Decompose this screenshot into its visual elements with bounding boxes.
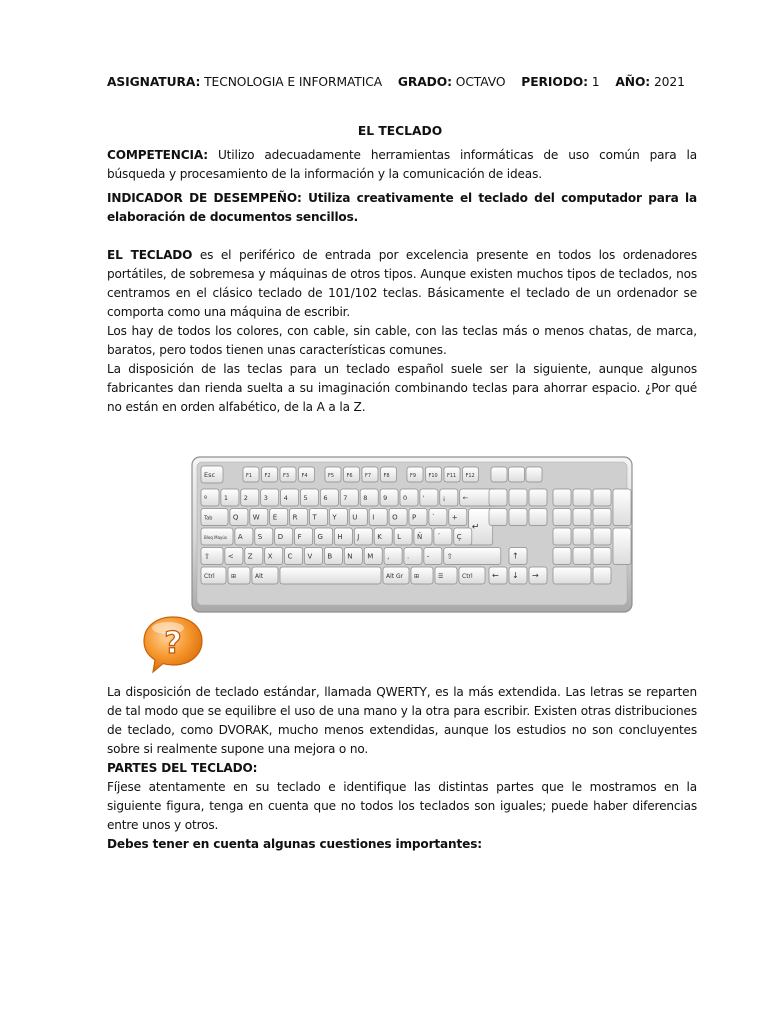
key-row3-11	[434, 528, 452, 545]
svg-text:↓: ↓	[512, 571, 519, 580]
svg-text:K: K	[377, 533, 382, 541]
key-row4-0	[201, 548, 223, 565]
svg-text:P: P	[412, 513, 417, 522]
intro-paragraph-2: Los hay de todos los colores, con cable, sin cable, con las teclas más o menos chatas, de marca, baratos, pero todos tienen unas características comunes.	[107, 324, 697, 357]
key-row2-1	[230, 509, 248, 526]
key-row2-11	[429, 509, 447, 526]
key-nav-0-2	[529, 489, 547, 506]
periodo-value: 1	[591, 75, 600, 89]
key-row4-7	[344, 548, 362, 565]
intro-paragraph-3: La disposición de las teclas para un teclado español suele ser la siguiente, aunque algunos fabricantes dan rienda suelta a su imaginación combinando teclas para ahorrar espacio. ¿Por qué no están en orden alfabético, de la A a la Z.	[107, 362, 697, 414]
key-row2-0	[201, 509, 228, 526]
key-row3-6	[334, 528, 352, 545]
key-arrow-up	[509, 548, 527, 565]
key-row2-5	[310, 509, 328, 526]
competencia-text: Utilizo adecuadamente herramientas informáticas de uso común para la búsqueda y procesamiento de la información y la comunicación de ideas.	[107, 148, 697, 181]
svg-text:U: U	[352, 513, 358, 522]
svg-text:T: T	[312, 513, 317, 522]
key-row4-12	[444, 548, 501, 565]
key-f2	[262, 467, 278, 482]
partes-title: PARTES DEL TECLADO:	[107, 761, 258, 775]
svg-text:º: º	[204, 494, 208, 502]
key-f6	[344, 467, 360, 482]
svg-text:-: -	[426, 552, 430, 561]
keyboard-illustration	[191, 456, 633, 613]
svg-text:Esc: Esc	[204, 471, 216, 479]
svg-text:E: E	[272, 513, 278, 522]
key-arrow-left	[489, 567, 507, 584]
svg-text:I: I	[372, 513, 375, 522]
question-mark-glyph: ?	[164, 626, 182, 661]
svg-text:8: 8	[363, 494, 368, 502]
key-arrow-right	[529, 567, 547, 584]
svg-text:B: B	[327, 552, 333, 561]
svg-text:Tab: Tab	[204, 515, 213, 522]
anio-value: 2021	[653, 75, 685, 89]
key-numpad-2-1	[573, 528, 591, 545]
svg-text:N: N	[347, 552, 353, 561]
partes-paragraph: Fíjese atentamente en su teclado e identifique las distintas partes que le mostramos en la siguiente figura, tenga en cuenta que no todos los teclados son iguales; puede haber diferencias entre unos y otros.	[107, 780, 697, 832]
svg-text:<: <	[227, 552, 234, 561]
key-numpad-1-2	[593, 509, 611, 526]
key-numpad-3-1	[573, 548, 591, 565]
grado-label: GRADO:	[397, 75, 452, 89]
key-row5-0	[201, 567, 226, 584]
svg-text:¡: ¡	[442, 494, 446, 502]
key-row3-10	[414, 528, 432, 545]
key-arrow-down	[509, 567, 527, 584]
question-bubble-icon	[141, 614, 205, 676]
key-row3-0	[201, 528, 233, 545]
svg-text:F1: F1	[246, 473, 253, 479]
svg-text:Ctrl: Ctrl	[204, 573, 215, 580]
key-row1-9	[380, 489, 398, 506]
key-numpad-3-2	[593, 548, 611, 565]
svg-text:F6: F6	[346, 473, 353, 479]
qwerty-paragraph: La disposición de teclado estándar, llamada QWERTY, es la más extendida. Las letras se reparten de tal modo que se equilibre el uso de una mano y la otra para escribir. Existen otras distribuciones de teclado, como DVORAK, mucho menos extendidas, aunque los estudios no son concluyentes sobre si realmente supone una mejora o no.	[107, 685, 697, 756]
svg-text:6: 6	[323, 494, 328, 502]
cuestiones-line: Debes tener en cuenta algunas cuestiones importantes:	[107, 837, 482, 851]
key-numpad-0-1	[573, 489, 591, 506]
svg-text:9: 9	[383, 494, 388, 502]
svg-text:0: 0	[403, 494, 408, 502]
key-row2-2	[250, 509, 268, 526]
svg-text:←: ←	[462, 494, 469, 502]
svg-text:→: →	[532, 571, 539, 580]
key-row4-8	[364, 548, 382, 565]
key-row1-0	[201, 489, 219, 506]
key-row2-12	[449, 509, 467, 526]
svg-text:F: F	[297, 533, 302, 541]
key-numpad-4-2	[593, 567, 611, 584]
key-numpad-1-1	[573, 509, 591, 526]
svg-text:F10: F10	[428, 473, 438, 479]
competencia-paragraph	[107, 146, 697, 184]
key-system-2	[509, 467, 525, 482]
svg-text:L: L	[397, 533, 402, 541]
asignatura-label: ASIGNATURA:	[107, 75, 201, 89]
key-row3-1	[235, 528, 253, 545]
key-f7	[362, 467, 378, 482]
key-row3-5	[315, 528, 333, 545]
svg-text:Ç: Ç	[456, 533, 462, 541]
key-row5-6	[435, 567, 457, 584]
document-title: EL TECLADO	[357, 124, 443, 138]
svg-text:F5: F5	[328, 473, 335, 479]
asignatura-value: TECNOLOGIA E INFORMATICA	[204, 75, 383, 89]
key-system-1	[491, 467, 507, 482]
key-row3-4	[295, 528, 313, 545]
key-nav-0-1	[509, 489, 527, 506]
key-row2-6	[329, 509, 347, 526]
svg-text:Bloq Mayús: Bloq Mayús	[204, 535, 228, 540]
key-row3-3	[275, 528, 293, 545]
indicador-label: INDICADOR DE DESEMPEÑO:	[107, 191, 302, 205]
key-row2-10	[409, 509, 427, 526]
svg-text:.: .	[407, 552, 410, 561]
key-row3-8	[374, 528, 392, 545]
key-row5-1	[228, 567, 250, 584]
key-row1-8	[360, 489, 378, 506]
key-row2-4	[290, 509, 308, 526]
key-numpad-0-0	[553, 489, 571, 506]
svg-text:Z: Z	[247, 552, 253, 561]
key-row1-7	[340, 489, 358, 506]
key-numpad-3-0	[553, 548, 571, 565]
intro-text-1: es el periférico de entrada por excelencia presente en todos los ordenadores portátiles, de sobremesa y máquinas de otros tipos. Aunque existen muchos tipos de teclados, nos centramos en el clásico teclado de 101/102 teclas. Básicamente el teclado de un ordenador se comporta como una máquina de escribir.	[107, 248, 697, 319]
svg-text:S: S	[257, 533, 263, 541]
key-numpad-2-0	[553, 528, 571, 545]
key-numpad-2-3	[613, 528, 631, 565]
svg-text:V: V	[307, 552, 313, 561]
key-row5-4	[383, 567, 409, 584]
key-row4-3	[265, 548, 283, 565]
svg-text:R: R	[292, 513, 298, 522]
key-row4-11	[424, 548, 442, 565]
svg-text:Ctrl: Ctrl	[462, 573, 473, 580]
key-nav-0-0	[489, 489, 507, 506]
key-row3-7	[354, 528, 372, 545]
svg-text:H: H	[337, 533, 343, 541]
key-row4-6	[324, 548, 342, 565]
key-row4-4	[285, 548, 303, 565]
key-f11	[444, 467, 460, 482]
key-row2-3	[270, 509, 288, 526]
svg-text:F4: F4	[301, 473, 308, 479]
key-row1-2	[241, 489, 259, 506]
svg-text:Y: Y	[332, 513, 337, 522]
key-row3-9	[394, 528, 412, 545]
svg-text:A: A	[237, 533, 243, 541]
key-f1	[243, 467, 259, 482]
svg-text:Ñ: Ñ	[417, 533, 423, 541]
svg-text:5: 5	[303, 494, 308, 502]
svg-text:⇧: ⇧	[446, 552, 453, 561]
key-row1-1	[221, 489, 239, 506]
svg-text:⇧: ⇧	[204, 552, 210, 561]
key-f5	[325, 467, 341, 482]
svg-text:´: ´	[436, 533, 441, 541]
key-row2-7	[349, 509, 367, 526]
key-row1-3	[261, 489, 279, 506]
svg-text:G: G	[317, 533, 323, 541]
key-row5-2	[252, 567, 278, 584]
key-esc	[201, 466, 223, 483]
key-system-3	[526, 467, 542, 482]
competencia-label: COMPETENCIA:	[107, 148, 208, 162]
key-row4-5	[305, 548, 323, 565]
svg-text:O: O	[392, 513, 398, 522]
indicador-paragraph	[107, 189, 697, 227]
svg-text:3: 3	[263, 494, 268, 502]
question-icon-wrap	[141, 614, 205, 676]
svg-text:4: 4	[283, 494, 288, 502]
key-row1-6	[320, 489, 338, 506]
svg-text:`: `	[431, 513, 436, 522]
svg-text:←: ←	[492, 571, 499, 580]
key-f12	[463, 467, 479, 482]
svg-text:Alt Gr: Alt Gr	[386, 573, 404, 580]
key-row4-1	[225, 548, 243, 565]
key-numpad-0-3	[613, 489, 631, 526]
svg-text:⊞: ⊞	[231, 573, 237, 580]
key-numpad-0-2	[593, 489, 611, 506]
document-header	[107, 75, 707, 89]
key-row3-2	[255, 528, 273, 545]
svg-text:↵: ↵	[471, 522, 480, 533]
key-row1-11	[420, 489, 438, 506]
key-f10	[426, 467, 442, 482]
key-f4	[299, 467, 315, 482]
key-row5-5	[411, 567, 433, 584]
svg-text:C: C	[287, 552, 293, 561]
key-numpad-2-2	[593, 528, 611, 545]
key-row2-8	[369, 509, 387, 526]
key-nav-1-1	[509, 509, 527, 526]
key-numpad-4-0	[553, 567, 591, 584]
svg-text:F8: F8	[383, 473, 390, 479]
svg-text:↑: ↑	[512, 551, 519, 561]
svg-text:F9: F9	[410, 473, 417, 479]
intro-paragraph-1	[107, 246, 697, 322]
svg-text:1: 1	[223, 494, 229, 502]
key-row5-3	[280, 567, 381, 584]
key-nav-1-2	[529, 509, 547, 526]
svg-text:☰: ☰	[438, 573, 444, 580]
anio-label: AÑO:	[615, 75, 651, 89]
key-row1-4	[281, 489, 299, 506]
intro-lead: EL TECLADO	[107, 248, 193, 262]
key-f3	[280, 467, 296, 482]
key-row3-12	[454, 528, 472, 545]
key-row4-10	[404, 548, 422, 565]
key-nav-1-0	[489, 509, 507, 526]
key-row4-2	[245, 548, 263, 565]
svg-text:D: D	[277, 533, 284, 541]
svg-text:⊞: ⊞	[414, 573, 420, 580]
svg-text:Alt: Alt	[255, 573, 264, 580]
svg-text:Q: Q	[232, 513, 239, 522]
key-f9	[407, 467, 423, 482]
periodo-label: PERIODO:	[521, 75, 588, 89]
svg-text:F3: F3	[283, 473, 290, 479]
key-row5-7	[459, 567, 485, 584]
svg-text:M: M	[367, 552, 374, 561]
svg-text:F11: F11	[447, 473, 457, 479]
key-row2-9	[389, 509, 407, 526]
key-row4-9	[384, 548, 402, 565]
key-row1-12	[440, 489, 458, 506]
svg-text:7: 7	[343, 494, 348, 502]
svg-text:W: W	[252, 513, 260, 522]
key-row1-5	[301, 489, 319, 506]
key-f8	[381, 467, 397, 482]
grado-value: OCTAVO	[455, 75, 506, 89]
svg-text:': '	[422, 494, 425, 502]
svg-text:F7: F7	[365, 473, 372, 479]
svg-text:F2: F2	[264, 473, 271, 479]
svg-text:,: ,	[387, 552, 390, 561]
key-numpad-1-0	[553, 509, 571, 526]
svg-text:+: +	[451, 513, 458, 522]
svg-text:2: 2	[243, 494, 248, 502]
svg-text:X: X	[267, 552, 273, 561]
keyboard-image	[191, 456, 633, 613]
key-row1-10	[400, 489, 418, 506]
svg-text:F12: F12	[465, 473, 475, 479]
indicador-text: Utiliza creativamente el teclado del computador para la elaboración de documentos sencillos.	[107, 191, 698, 224]
svg-text:J: J	[357, 533, 360, 541]
